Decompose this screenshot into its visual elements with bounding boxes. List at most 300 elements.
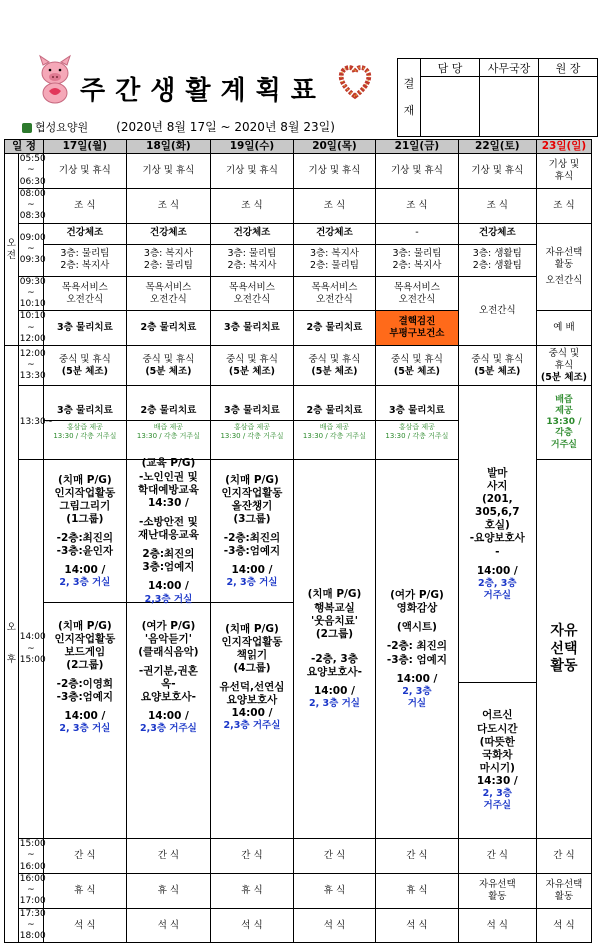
- program-line: 마시기): [479, 761, 515, 774]
- cell-line: (5분 체조): [228, 365, 276, 377]
- cell-line: 휴식: [554, 171, 574, 182]
- cell: 조 식: [44, 188, 126, 223]
- program-tue-2: [128, 603, 210, 751]
- cell-line: 중식 및 휴식: [225, 353, 278, 365]
- program-line: 책읽기: [236, 648, 268, 661]
- cell-line: 휴식: [554, 359, 574, 371]
- section-pm: [5, 346, 19, 943]
- program-sat-2: [460, 683, 535, 838]
- cell-line: 3층: 물리팀: [392, 248, 442, 260]
- cell-line: 목욕서비스: [229, 281, 275, 293]
- program-line: 올잔챙기: [231, 499, 273, 512]
- program-text: [44, 474, 125, 578]
- time-start: 08:00 ~: [19, 188, 46, 211]
- cell: 기상 및 휴식: [44, 154, 126, 189]
- time-slot: [18, 346, 46, 386]
- cell: [126, 346, 211, 386]
- cell-line: 건강체조: [316, 227, 353, 239]
- cell-line: 목욕서비스: [393, 281, 440, 293]
- section-am-2: 전: [6, 249, 16, 261]
- cell: 조 식: [376, 188, 458, 223]
- day-header: 23일(일): [536, 140, 591, 154]
- time-end: 16:00: [19, 861, 46, 872]
- page-title: 주간생활계획표: [80, 76, 326, 106]
- time-slot: 13:30~: [18, 386, 43, 460]
- program-text: [128, 620, 210, 724]
- weekly-schedule-table: [4, 139, 592, 943]
- approval-sign-3[interactable]: [539, 77, 598, 137]
- cell-line: 2층 물리치료: [140, 404, 197, 416]
- time-slot: [18, 873, 46, 908]
- cell: 기상 및 휴식: [211, 154, 293, 189]
- cell-line: 자유선택: [545, 247, 583, 259]
- program-line: (1그룹): [66, 512, 104, 525]
- cell-line: 13:30 /: [546, 417, 582, 428]
- cell: 조 식: [536, 188, 591, 223]
- cell-line: 건강체조: [150, 227, 187, 239]
- cell: 휴 식: [376, 873, 458, 908]
- program-place: 2,3층 거주실: [139, 723, 197, 735]
- time-end: 17:00: [19, 896, 46, 907]
- program-line: 3층:엄예지: [142, 561, 195, 574]
- program-line: (3그룹): [233, 512, 271, 525]
- cell-line: 홍삼즙 제공: [233, 423, 270, 432]
- program-line: (여가 P/G): [390, 589, 444, 601]
- time-start: 14:00 ~: [19, 632, 46, 654]
- cell-line: 3층 물리치료: [56, 404, 113, 416]
- cell: [376, 223, 458, 276]
- cell: 석 식: [126, 908, 211, 943]
- program-line: '웃음치료': [310, 614, 358, 627]
- divider: [211, 420, 292, 421]
- program-line: 재난대응교육: [137, 529, 199, 541]
- approval-role-3: 원 장: [539, 59, 598, 77]
- program-line: 그림그리기: [59, 499, 111, 512]
- cell-line: (5분 체조): [311, 365, 358, 377]
- cell-line: 자유선택: [478, 878, 516, 890]
- cell-line: 오전간식: [233, 293, 271, 305]
- time-start: 10:10 ~: [19, 311, 46, 333]
- program-line: 유선덕,선연심: [219, 681, 285, 693]
- time-start: 05:50 ~: [19, 154, 46, 176]
- cell: [211, 386, 293, 460]
- program-line: 영화감상: [396, 602, 438, 615]
- program-line: (액시트): [396, 621, 437, 634]
- program-sun: [536, 460, 591, 839]
- day-header: 17일(월): [44, 140, 126, 154]
- facility-logo-icon: [22, 123, 32, 133]
- cell-line: 거주실: [550, 439, 577, 450]
- cell: [44, 386, 126, 460]
- time-slot: [18, 154, 46, 189]
- program-place: 2, 3층: [402, 685, 432, 697]
- program-line: (2그룹): [66, 658, 104, 671]
- cell: [44, 276, 126, 311]
- cell: 기상 및 휴식: [458, 154, 536, 189]
- program-line: (따뜻한: [479, 735, 515, 748]
- program-line: 14:00 /: [476, 564, 518, 577]
- program-mon: [44, 460, 126, 839]
- cell: 석 식: [44, 908, 126, 943]
- divider: [294, 420, 375, 421]
- program-line: -3층:엄예지: [223, 545, 281, 558]
- cell-line: 13:30 / 각층 거주실: [53, 432, 117, 441]
- cell: [536, 346, 591, 386]
- cell: [293, 346, 375, 386]
- cell-line: 중식 및 휴식: [308, 353, 361, 365]
- program-line: 호실): [484, 519, 510, 532]
- program-wed-2: [212, 603, 291, 751]
- program-line: '음악듣기': [144, 632, 192, 645]
- program-mon-1: [44, 460, 125, 603]
- section-pm-1: 오: [6, 622, 16, 634]
- program-line: 14:00 /: [147, 580, 189, 593]
- cell: 간 식: [211, 839, 293, 874]
- time-slot: [18, 311, 46, 346]
- program-line: 국화차: [482, 748, 513, 761]
- time-start: 09:30 ~: [19, 276, 46, 298]
- cell-line: 3층 물리치료: [389, 404, 445, 416]
- time-start: 09:00 ~: [19, 232, 46, 254]
- cell: [376, 346, 458, 386]
- cell-line: 3층: 생활팀: [472, 248, 522, 260]
- cell: 휴 식: [126, 873, 211, 908]
- cell-line: 부평구보건소: [389, 328, 445, 340]
- cell: [211, 346, 293, 386]
- cell-line: 목욕서비스: [61, 281, 108, 293]
- cell-line: 배즙 제공: [153, 423, 184, 432]
- approval-role-2: 사무국장: [480, 59, 539, 77]
- divider: [44, 420, 125, 421]
- cell-line: 3층: 물리팀: [227, 248, 277, 260]
- cell: [536, 154, 591, 189]
- program-line: -권기분,권혼: [138, 664, 198, 677]
- program-line: 305,6,7: [475, 506, 520, 519]
- time-end: 18:00: [19, 931, 46, 942]
- program-sat: [458, 386, 536, 839]
- program-wed-1: [211, 460, 292, 603]
- cell-line: 3층: 물리팀: [60, 248, 110, 260]
- program-tue: [126, 457, 211, 839]
- program-text: [295, 588, 374, 698]
- program-sat-1: [459, 386, 536, 683]
- program-line: -2층, 3층: [310, 652, 358, 665]
- time-slot: [18, 908, 46, 943]
- program-line: -2층:최진의: [56, 532, 114, 544]
- cell-line: 배즙 제공: [319, 423, 350, 432]
- program-line: -3층: 엄예지: [386, 653, 447, 666]
- program-line: 옥-: [161, 678, 176, 690]
- program-line: 인지작업활동: [54, 632, 116, 645]
- program-line: 다도시간: [477, 722, 518, 735]
- time-end: 10:10: [19, 299, 46, 310]
- cell-line: 중식 및: [548, 347, 580, 359]
- corner-label: 일 정: [5, 140, 44, 154]
- cell: 간 식: [293, 839, 375, 874]
- program-place: 거주실: [483, 589, 512, 601]
- cell-line: 중식 및 휴식: [471, 353, 524, 365]
- cell-line: (5분 체조): [540, 371, 588, 383]
- cell: 간 식: [126, 839, 211, 874]
- program-place: 2, 3층 거실: [59, 577, 111, 589]
- cell: 조 식: [458, 188, 536, 223]
- program-line: 14:30 /: [476, 775, 518, 787]
- program-line: 사지: [487, 479, 508, 492]
- cell-line: 목욕서비스: [145, 281, 192, 293]
- cell-line: 2층: 물리팀: [309, 260, 359, 272]
- program-line: 14:00 /: [231, 707, 273, 720]
- cell: 휴 식: [211, 873, 293, 908]
- cell-line: 3층: 복지사: [143, 248, 193, 260]
- cell-line: -: [415, 227, 419, 239]
- cell: 기상 및 휴식: [126, 154, 211, 189]
- cell: 조 식: [293, 188, 375, 223]
- cell-line: 오전간식: [545, 274, 583, 286]
- approval-side-label-2: 재: [403, 103, 415, 117]
- program-place: 거주실: [483, 800, 512, 811]
- divider: [127, 420, 211, 421]
- cell: [458, 346, 536, 386]
- program-line: (클래식음악): [138, 645, 199, 658]
- cell-line: 목욕서비스: [311, 281, 358, 293]
- cell: [293, 386, 375, 460]
- program-place: 2,3층 거주실: [223, 720, 281, 732]
- program-line: -2층:최진의: [223, 532, 281, 544]
- program-line: 14:00 /: [64, 564, 106, 577]
- time-end: 15:00: [19, 654, 46, 665]
- cell: [293, 276, 375, 311]
- program-line: 선택: [550, 640, 578, 657]
- time-start: 16:00 ~: [19, 873, 46, 896]
- cell-line: 3층 물리치료: [224, 404, 280, 416]
- program-tue-1: [127, 457, 211, 605]
- cell-line: 오전간식: [150, 293, 187, 305]
- approval-sign-1[interactable]: [421, 77, 480, 137]
- program-line: 2층:최진의: [142, 548, 195, 561]
- time-end: 12:00: [19, 333, 46, 344]
- program-line: (치매 P/G): [58, 473, 112, 486]
- program-line: 요양보호사: [226, 694, 278, 707]
- cell: [376, 276, 458, 311]
- cell-line: 오전간식: [316, 293, 353, 305]
- cell: 2층 물리치료: [293, 311, 375, 346]
- cell-line: 13:30 / 각층 거주실: [220, 432, 284, 441]
- program-text: [460, 709, 535, 788]
- cell-line: 오전간식: [66, 293, 104, 305]
- day-header: 21일(금): [376, 140, 458, 154]
- cell: 2층 물리치료: [126, 311, 211, 346]
- cell-line: 홍삼즙 제공: [66, 423, 103, 432]
- time-end: 13:30: [19, 371, 46, 382]
- cell: [458, 223, 536, 276]
- program-line: 요양보호사-: [306, 666, 362, 678]
- day-header: 19일(수): [211, 140, 293, 154]
- program-place: 2,3층 거실: [144, 593, 193, 605]
- cell: 조 식: [126, 188, 211, 223]
- cell-line: 2층: 생활팀: [472, 260, 522, 272]
- cell-line: 홍삼즙 제공: [398, 423, 435, 432]
- cell-line: 중식 및 휴식: [142, 353, 195, 365]
- day-header: 18일(화): [126, 140, 211, 154]
- cell-line: 중식 및 휴식: [390, 353, 443, 365]
- program-mon-2: [45, 603, 124, 751]
- cell: 석 식: [376, 908, 458, 943]
- facility-name: 협성요양원: [35, 121, 89, 134]
- program-line: 활동: [550, 658, 578, 674]
- cell: 3층 물리치료: [44, 311, 126, 346]
- cell: 간 식: [536, 839, 591, 874]
- cell-line: 13:30 / 각층 거주실: [136, 432, 200, 441]
- divider: [459, 244, 536, 245]
- program-text: [538, 623, 590, 676]
- program-text: [211, 474, 292, 578]
- cell: 조 식: [211, 188, 293, 223]
- program-line: 14:00 /: [147, 710, 189, 723]
- cell: [536, 873, 591, 908]
- cell-line: 건강체조: [478, 227, 516, 239]
- divider: [376, 420, 457, 421]
- cell-line: 오전간식: [398, 293, 436, 305]
- program-line: 14:00 /: [64, 710, 106, 723]
- cell-line: 기상 및: [548, 159, 580, 171]
- day-header: 22일(토): [458, 140, 536, 154]
- time-slot: [18, 839, 46, 874]
- program-line: 학대예방교육: [137, 483, 199, 496]
- time-slot: [18, 223, 46, 276]
- divider: [127, 244, 211, 245]
- program-text: [212, 623, 291, 721]
- program-line: (여가 P/G): [141, 619, 196, 632]
- approval-sign-2[interactable]: [480, 77, 539, 137]
- cell: 휴 식: [293, 873, 375, 908]
- program-line: 인지작업활동: [54, 486, 116, 499]
- approval-role-1: 담 당: [421, 59, 480, 77]
- period: (2020년 8월 17일 ~ 2020년 8월 23일): [116, 120, 335, 134]
- cell: [211, 223, 293, 276]
- time-start: 15:00 ~: [19, 839, 46, 861]
- program-place: 거실: [407, 697, 427, 709]
- program-line: (치매 P/G): [225, 473, 279, 486]
- time-slot: [18, 460, 46, 839]
- cell-line: 13:30 / 각층 거주실: [302, 432, 366, 441]
- pig-mascot-icon: [35, 55, 75, 105]
- tb-check-cell: [376, 311, 458, 346]
- program-line: -3층:윤인자: [56, 545, 114, 558]
- program-line: 인지작업활동: [221, 635, 283, 648]
- program-line: -노인인권 및: [139, 470, 198, 483]
- program-wed: [211, 460, 293, 839]
- program-line: -2층:이영희: [56, 678, 114, 690]
- program-line: 14:00 /: [231, 564, 273, 577]
- cell-line: 2층: 복지사: [392, 260, 442, 272]
- divider: [376, 244, 457, 245]
- cell-line: 13:30 / 각층 거주실: [385, 432, 449, 441]
- program-line: -소방안전 및: [139, 515, 198, 528]
- cell: [376, 386, 458, 460]
- section-am-1: 오: [6, 237, 16, 249]
- program-line: 어르신: [482, 709, 513, 722]
- divider: [211, 244, 292, 245]
- program-line: (4그룹): [233, 661, 271, 674]
- time-start: 17:30 ~: [19, 908, 46, 930]
- cell: 석 식: [293, 908, 375, 943]
- cell: [126, 223, 211, 276]
- divider: [44, 244, 125, 245]
- cell: 예 배: [536, 311, 591, 346]
- program-line: 발마: [487, 466, 508, 479]
- cell: [293, 223, 375, 276]
- approval-side-label-1: 결: [403, 77, 415, 91]
- cell: [44, 346, 126, 386]
- program-line: 14:30 /: [147, 496, 189, 509]
- cell: 석 식: [211, 908, 293, 943]
- cell-line: 2층 물리치료: [306, 404, 363, 416]
- day-header: 20일(목): [293, 140, 375, 154]
- time-end: 06:30: [19, 176, 46, 187]
- cell-line: 자유선택: [545, 878, 583, 890]
- cell: [536, 223, 591, 311]
- program-line: -3층:엄예지: [56, 691, 114, 704]
- cell-line: 활동: [488, 890, 507, 902]
- cell-line: (5분 체조): [145, 365, 192, 377]
- cell-line: 건강체조: [233, 227, 271, 239]
- program-line: 행복교실: [314, 601, 355, 614]
- cell: 휴 식: [44, 873, 126, 908]
- program-text: [459, 467, 536, 578]
- program-line: (2그룹): [315, 627, 354, 640]
- program-line: 인지작업활동: [221, 486, 283, 499]
- program-line: 보드게임: [64, 645, 106, 658]
- approval-box: [397, 58, 598, 137]
- program-place: 2, 3층: [482, 788, 512, 800]
- cell: [536, 386, 591, 460]
- program-line: 14:00 /: [313, 685, 355, 698]
- cell-line: 결핵검진: [398, 316, 436, 328]
- cell: [211, 276, 293, 311]
- cell: 간 식: [458, 839, 536, 874]
- time-end: 09:30: [19, 255, 46, 266]
- cell-line: 배즙: [555, 394, 573, 405]
- cell-line: 중식 및 휴식: [58, 353, 111, 365]
- approval-side-label: [398, 59, 421, 137]
- cell-line: 제공: [555, 405, 573, 416]
- cell: [458, 873, 536, 908]
- cell: 석 식: [458, 908, 536, 943]
- cell: 기상 및 휴식: [293, 154, 375, 189]
- program-thu: [293, 460, 375, 839]
- time-start: 12:00 ~: [19, 348, 46, 370]
- cell: 간 식: [376, 839, 458, 874]
- cell-line: (5분 체조): [474, 365, 521, 377]
- cell-line: 3층: 복지사: [309, 248, 359, 260]
- program-place: 2, 3층 거실: [59, 723, 111, 735]
- cell-line: (5분 체조): [393, 365, 440, 377]
- program-line: (치매 P/G): [58, 619, 112, 632]
- cell: [126, 386, 211, 460]
- program-line: -요양보호사: [469, 532, 525, 545]
- program-place: 2, 3층 거실: [308, 698, 360, 710]
- cell: 3층 물리치료: [211, 311, 293, 346]
- program-text: [377, 589, 456, 686]
- program-line: (교육 P/G): [141, 457, 196, 470]
- section-pm-2: 후: [6, 654, 16, 666]
- program-text: [45, 620, 124, 724]
- cell-line: 활동: [554, 259, 574, 271]
- cell-line: 건강체조: [66, 227, 104, 239]
- cell: [126, 276, 211, 311]
- cell-line: (5분 체조): [61, 365, 108, 377]
- program-line: -2층: 최진의: [386, 640, 447, 653]
